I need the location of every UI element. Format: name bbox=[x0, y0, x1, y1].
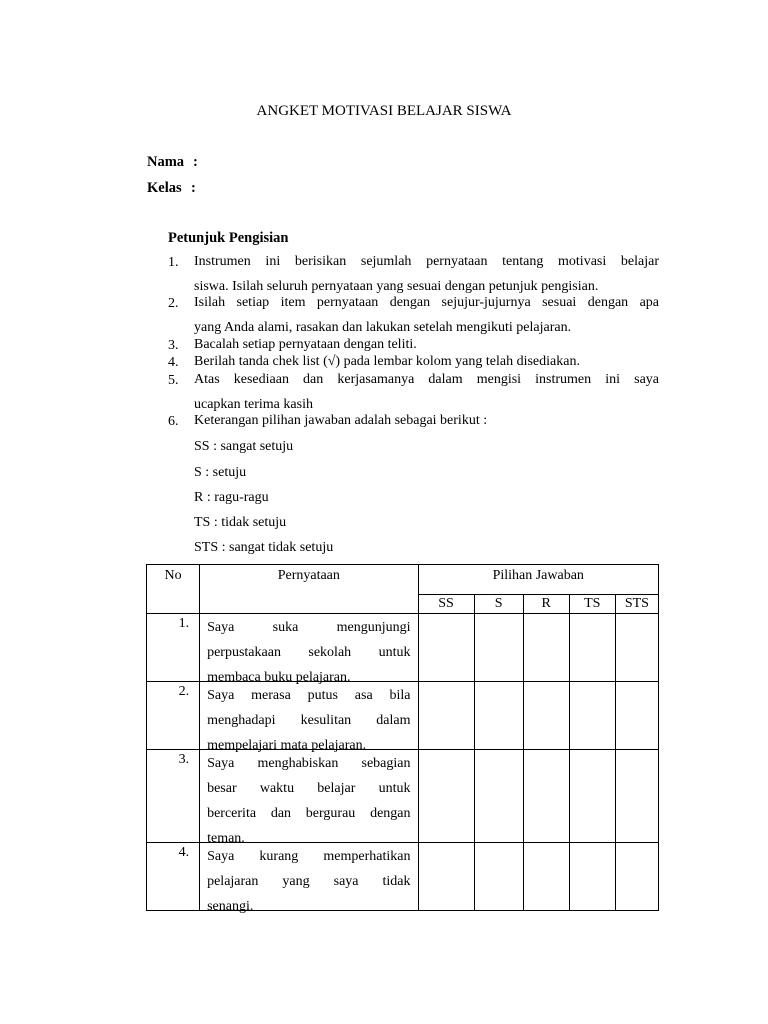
answer-cell-ts[interactable] bbox=[569, 614, 615, 682]
statement-line: Saya kurang memperhatikan bbox=[207, 849, 411, 864]
column-header-no: No bbox=[147, 565, 200, 614]
answer-header-sts: STS bbox=[615, 595, 658, 614]
instruction-number: 5. bbox=[168, 373, 179, 388]
name-label: Nama bbox=[147, 154, 185, 170]
column-header-statement: Pernyataan bbox=[200, 565, 418, 614]
statement-cell bbox=[200, 750, 418, 846]
instruction-line: siswa. Isilah seluruh pernyataan yang sesuai dengan petunjuk pengisian. bbox=[194, 279, 599, 294]
document-title: ANGKET MOTIVASI BELAJAR SISWA bbox=[256, 103, 512, 119]
answer-cell-s[interactable] bbox=[474, 843, 523, 911]
statement-line: pelajaran yang saya tidak bbox=[207, 874, 411, 889]
answer-cell-r[interactable] bbox=[523, 614, 569, 682]
answer-option-legend: S : setuju bbox=[194, 465, 247, 480]
instruction-line: Bacalah setiap pernyataan dengan teliti. bbox=[194, 337, 417, 352]
answer-cell-ts[interactable] bbox=[569, 750, 615, 843]
answer-cell-r[interactable] bbox=[523, 750, 569, 843]
answer-header-r: R bbox=[523, 595, 569, 614]
row-number: 2. bbox=[147, 682, 200, 750]
instruction-line: Isilah setiap item pernyataan dengan sejujur-jujurnya sesuai dengan apa bbox=[194, 295, 659, 310]
instruction-line: Atas kesediaan dan kerjasamanya dalam mengisi instrumen ini saya bbox=[194, 372, 659, 387]
name-colon: : bbox=[193, 154, 198, 170]
instruction-number: 1. bbox=[168, 255, 179, 270]
answer-cell-ss[interactable] bbox=[418, 614, 474, 682]
column-header-answers: Pilihan Jawaban bbox=[418, 565, 659, 595]
answer-option-legend: STS : sangat tidak setuju bbox=[194, 540, 334, 555]
answer-cell-ss[interactable] bbox=[418, 843, 474, 911]
answer-header-ts: TS bbox=[569, 595, 615, 614]
instruction-line: yang Anda alami, rasakan dan lakukan setelah mengikuti pelajaran. bbox=[194, 320, 572, 335]
instruction-line: Instrumen ini berisikan sejumlah pernyataan tentang motivasi belajar bbox=[194, 254, 659, 269]
answer-cell-sts[interactable] bbox=[615, 614, 658, 682]
statement-cell bbox=[200, 682, 418, 753]
answer-option-legend: TS : tidak setuju bbox=[194, 515, 287, 530]
class-colon: : bbox=[191, 180, 196, 196]
statement-cell bbox=[200, 843, 418, 914]
statement-line: Saya menghabiskan sebagian bbox=[207, 756, 411, 771]
statement-line: membaca buku pelajaran. bbox=[207, 670, 351, 685]
instruction-number: 2. bbox=[168, 296, 179, 311]
instruction-number: 6. bbox=[168, 414, 179, 429]
row-number: 3. bbox=[147, 750, 200, 843]
answer-option-legend: SS : sangat setuju bbox=[194, 439, 294, 454]
name-field bbox=[147, 154, 198, 171]
answer-cell-ts[interactable] bbox=[569, 843, 615, 911]
instruction-line: ucapkan terima kasih bbox=[194, 397, 313, 412]
table-row bbox=[147, 750, 659, 843]
instruction-text bbox=[194, 408, 659, 433]
class-field bbox=[147, 180, 196, 197]
row-number: 1. bbox=[147, 614, 200, 682]
instructions-heading: Petunjuk Pengisian bbox=[168, 230, 289, 246]
statement-line: Saya suka mengunjungi bbox=[207, 620, 411, 635]
answer-header-ss: SS bbox=[418, 595, 474, 614]
instruction-line: Keterangan pilihan jawaban adalah sebagai berikut : bbox=[194, 413, 488, 428]
answer-header-s: S bbox=[474, 595, 523, 614]
instruction-number: 3. bbox=[168, 338, 179, 353]
statement-line: bercerita dan bergurau dengan bbox=[207, 806, 411, 821]
answer-cell-s[interactable] bbox=[474, 682, 523, 750]
answer-cell-sts[interactable] bbox=[615, 843, 658, 911]
answer-cell-s[interactable] bbox=[474, 750, 523, 843]
table-row bbox=[147, 614, 659, 682]
statement-line: menghadapi kesulitan dalam bbox=[207, 713, 411, 728]
questionnaire-table bbox=[146, 564, 659, 914]
answer-cell-r[interactable] bbox=[523, 843, 569, 911]
statement-line: mempelajari mata pelajaran. bbox=[207, 738, 367, 753]
answer-cell-sts[interactable] bbox=[615, 682, 658, 750]
answer-cell-r[interactable] bbox=[523, 682, 569, 750]
statement-line: Saya merasa putus asa bila bbox=[207, 688, 411, 703]
statement-line: teman. bbox=[207, 831, 245, 846]
answer-cell-ss[interactable] bbox=[418, 682, 474, 750]
answer-cell-ss[interactable] bbox=[418, 750, 474, 843]
class-label: Kelas bbox=[147, 180, 182, 196]
answer-option-legend: R : ragu-ragu bbox=[194, 490, 269, 505]
table-row bbox=[147, 682, 659, 750]
instruction-number: 4. bbox=[168, 355, 179, 370]
statement-line: perpustakaan sekolah untuk bbox=[207, 645, 411, 660]
answer-cell-sts[interactable] bbox=[615, 750, 658, 843]
answer-cell-s[interactable] bbox=[474, 614, 523, 682]
statement-cell bbox=[200, 614, 418, 685]
statement-line: besar waktu belajar untuk bbox=[207, 781, 411, 796]
answer-cell-ts[interactable] bbox=[569, 682, 615, 750]
table-row bbox=[147, 843, 659, 911]
instruction-line: Berilah tanda chek list (√) pada lembar kolom yang telah disediakan. bbox=[194, 354, 580, 369]
row-number: 4. bbox=[147, 843, 200, 911]
statement-line: senangi. bbox=[207, 899, 254, 914]
